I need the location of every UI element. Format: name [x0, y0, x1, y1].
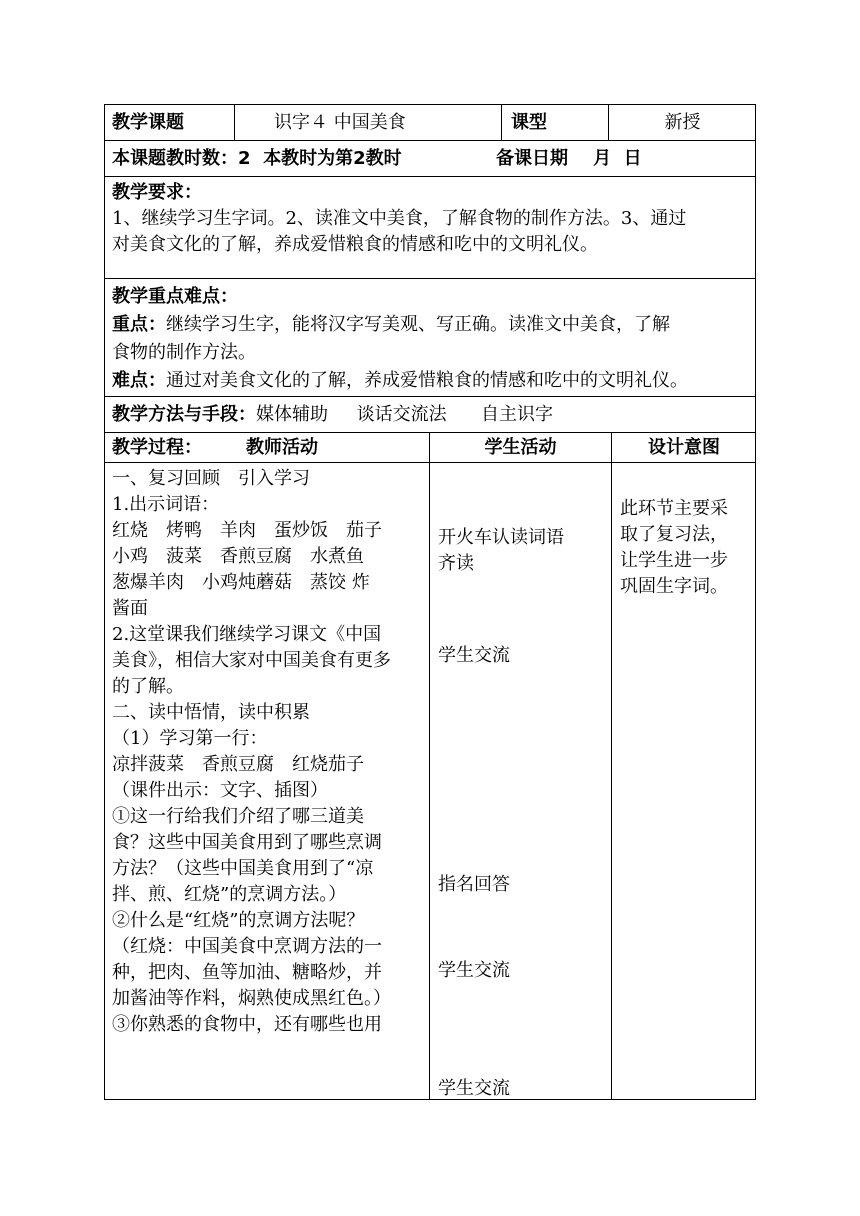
- teacher-activity-header: 教师活动: [246, 437, 318, 458]
- hours-value: 2: [238, 148, 251, 169]
- date-row: [496, 146, 642, 172]
- current-suffix: 教时: [365, 148, 402, 169]
- design-intent-header: 设计意图: [648, 437, 720, 458]
- row-divider: [104, 278, 756, 279]
- teacher-line: 2.这堂课我们继续学习课文《中国: [112, 624, 382, 645]
- teacher-line: （课件出示：文字、插图）: [112, 780, 328, 801]
- hard-point-text: 通过对美食文化的了解，养成爱惜粮食的情感和吃中的文明礼仪。: [166, 370, 688, 391]
- teacher-line: 红烧 烤鸭 羊肉 蛋炒饭 茄子: [112, 520, 382, 541]
- row-divider: [104, 462, 756, 463]
- col-divider: [429, 432, 430, 1100]
- teacher-line: 一、复习回顾 引入学习: [112, 468, 310, 489]
- key-point-label: 重点：: [112, 314, 166, 335]
- methods-row: [112, 402, 553, 428]
- teacher-line: 美食》，相信大家对中国美食有更多: [112, 650, 391, 671]
- key-point-line-2: 食物的制作方法。: [112, 342, 256, 363]
- design-intent-column: [620, 496, 728, 600]
- teacher-line: ②什么是“红烧”的烹调方法呢？: [112, 910, 365, 931]
- topic-label: 教学课题: [112, 112, 184, 133]
- teacher-line: （红烧：中国美食中烹调方法的一: [112, 936, 382, 957]
- student-activity: 学生交流: [438, 960, 510, 981]
- date-day: 日: [623, 148, 642, 169]
- teacher-line: 的了解。: [112, 676, 184, 697]
- teacher-line: 加酱油等作料，焖熟使成黑红色。）: [112, 988, 391, 1009]
- hard-point-label: 难点：: [112, 370, 166, 391]
- current-label: 本教时为第: [263, 148, 354, 169]
- teacher-line: ①这一行给我们介绍了哪三道美: [112, 806, 364, 827]
- requirements-text: [112, 206, 686, 258]
- teacher-line: 小鸡 菠菜 香煎豆腐 水煮鱼: [112, 546, 364, 567]
- method-item: 媒体辅助: [256, 404, 328, 425]
- intent-line: 巩固生字词。: [620, 576, 728, 597]
- hours-label: 本课题教时数：: [112, 148, 238, 169]
- row-divider: [104, 176, 756, 177]
- teacher-line: ③你熟悉的食物中，还有哪些也用: [112, 1014, 382, 1035]
- intent-line: 此环节主要采: [620, 498, 728, 519]
- teacher-activity-column: [112, 466, 391, 1038]
- col-divider: [234, 104, 235, 140]
- requirements-line: 对美食文化的了解，养成爱惜粮食的情感和吃中的文明礼仪。: [112, 234, 598, 255]
- teacher-line: 凉拌菠菜 香煎豆腐 红烧茄子: [112, 754, 364, 775]
- key-point-line: [112, 312, 670, 338]
- intent-line: 让学生进一步: [620, 550, 728, 571]
- teacher-line: 1.出示词语：: [112, 494, 220, 515]
- teacher-line: 拌、煎、红烧”的烹调方法。）: [112, 884, 347, 905]
- methods-label: 教学方法与手段：: [112, 404, 256, 425]
- teacher-line: （1）学习第一行：: [112, 728, 268, 749]
- student-activity-header: 学生活动: [484, 437, 557, 458]
- method-item: 谈话交流法: [356, 404, 447, 425]
- schedule-row: [112, 146, 402, 172]
- process-label: 教学过程：: [112, 437, 202, 458]
- method-item: 自主识字: [480, 404, 553, 425]
- teacher-line: 食？这些中国美食用到了哪些烹调: [112, 832, 382, 853]
- row-divider: [104, 140, 756, 141]
- student-activity: 学生交流: [438, 1078, 510, 1099]
- student-activity: 齐读: [438, 553, 474, 574]
- teacher-line: 种，把肉、鱼等加油、糖略炒，并: [112, 962, 382, 983]
- row-divider: [104, 432, 756, 433]
- key-points-label: 教学重点难点：: [112, 286, 238, 307]
- type-label: 课型: [511, 112, 547, 133]
- teacher-line: 二、读中悟情，读中积累: [112, 702, 310, 723]
- type-value: 新授: [664, 112, 701, 133]
- intent-line: 取了复习法，: [620, 524, 728, 545]
- hard-point-line: [112, 368, 688, 394]
- requirements-line: 1、继续学习生字词。2、读准文中美食，了解食物的制作方法。3、通过: [112, 208, 687, 229]
- teacher-line: 方法？（这些中国美食用到了“凉: [112, 858, 374, 879]
- topic-value: 识字４ 中国美食: [274, 112, 406, 133]
- date-month: 月: [593, 148, 612, 169]
- student-activity: 学生交流: [438, 645, 510, 666]
- teacher-line: 酱面: [112, 598, 148, 619]
- student-activity: 开火车认读词语: [438, 527, 564, 548]
- key-point-text: 继续学习生字，能将汉字写美观、写正确。读准文中美食，了解: [166, 314, 670, 335]
- row-divider: [104, 396, 756, 397]
- col-divider: [611, 432, 612, 1100]
- date-label: 备课日期: [496, 148, 568, 169]
- col-divider: [501, 104, 502, 140]
- student-activity: 指名回答: [438, 874, 510, 895]
- current-value: 2: [353, 148, 366, 169]
- teacher-line: 葱爆羊肉 小鸡炖蘑菇 蒸饺 炸: [112, 572, 370, 593]
- requirements-label: 教学要求：: [112, 182, 202, 203]
- lesson-plan-table: [104, 104, 756, 1100]
